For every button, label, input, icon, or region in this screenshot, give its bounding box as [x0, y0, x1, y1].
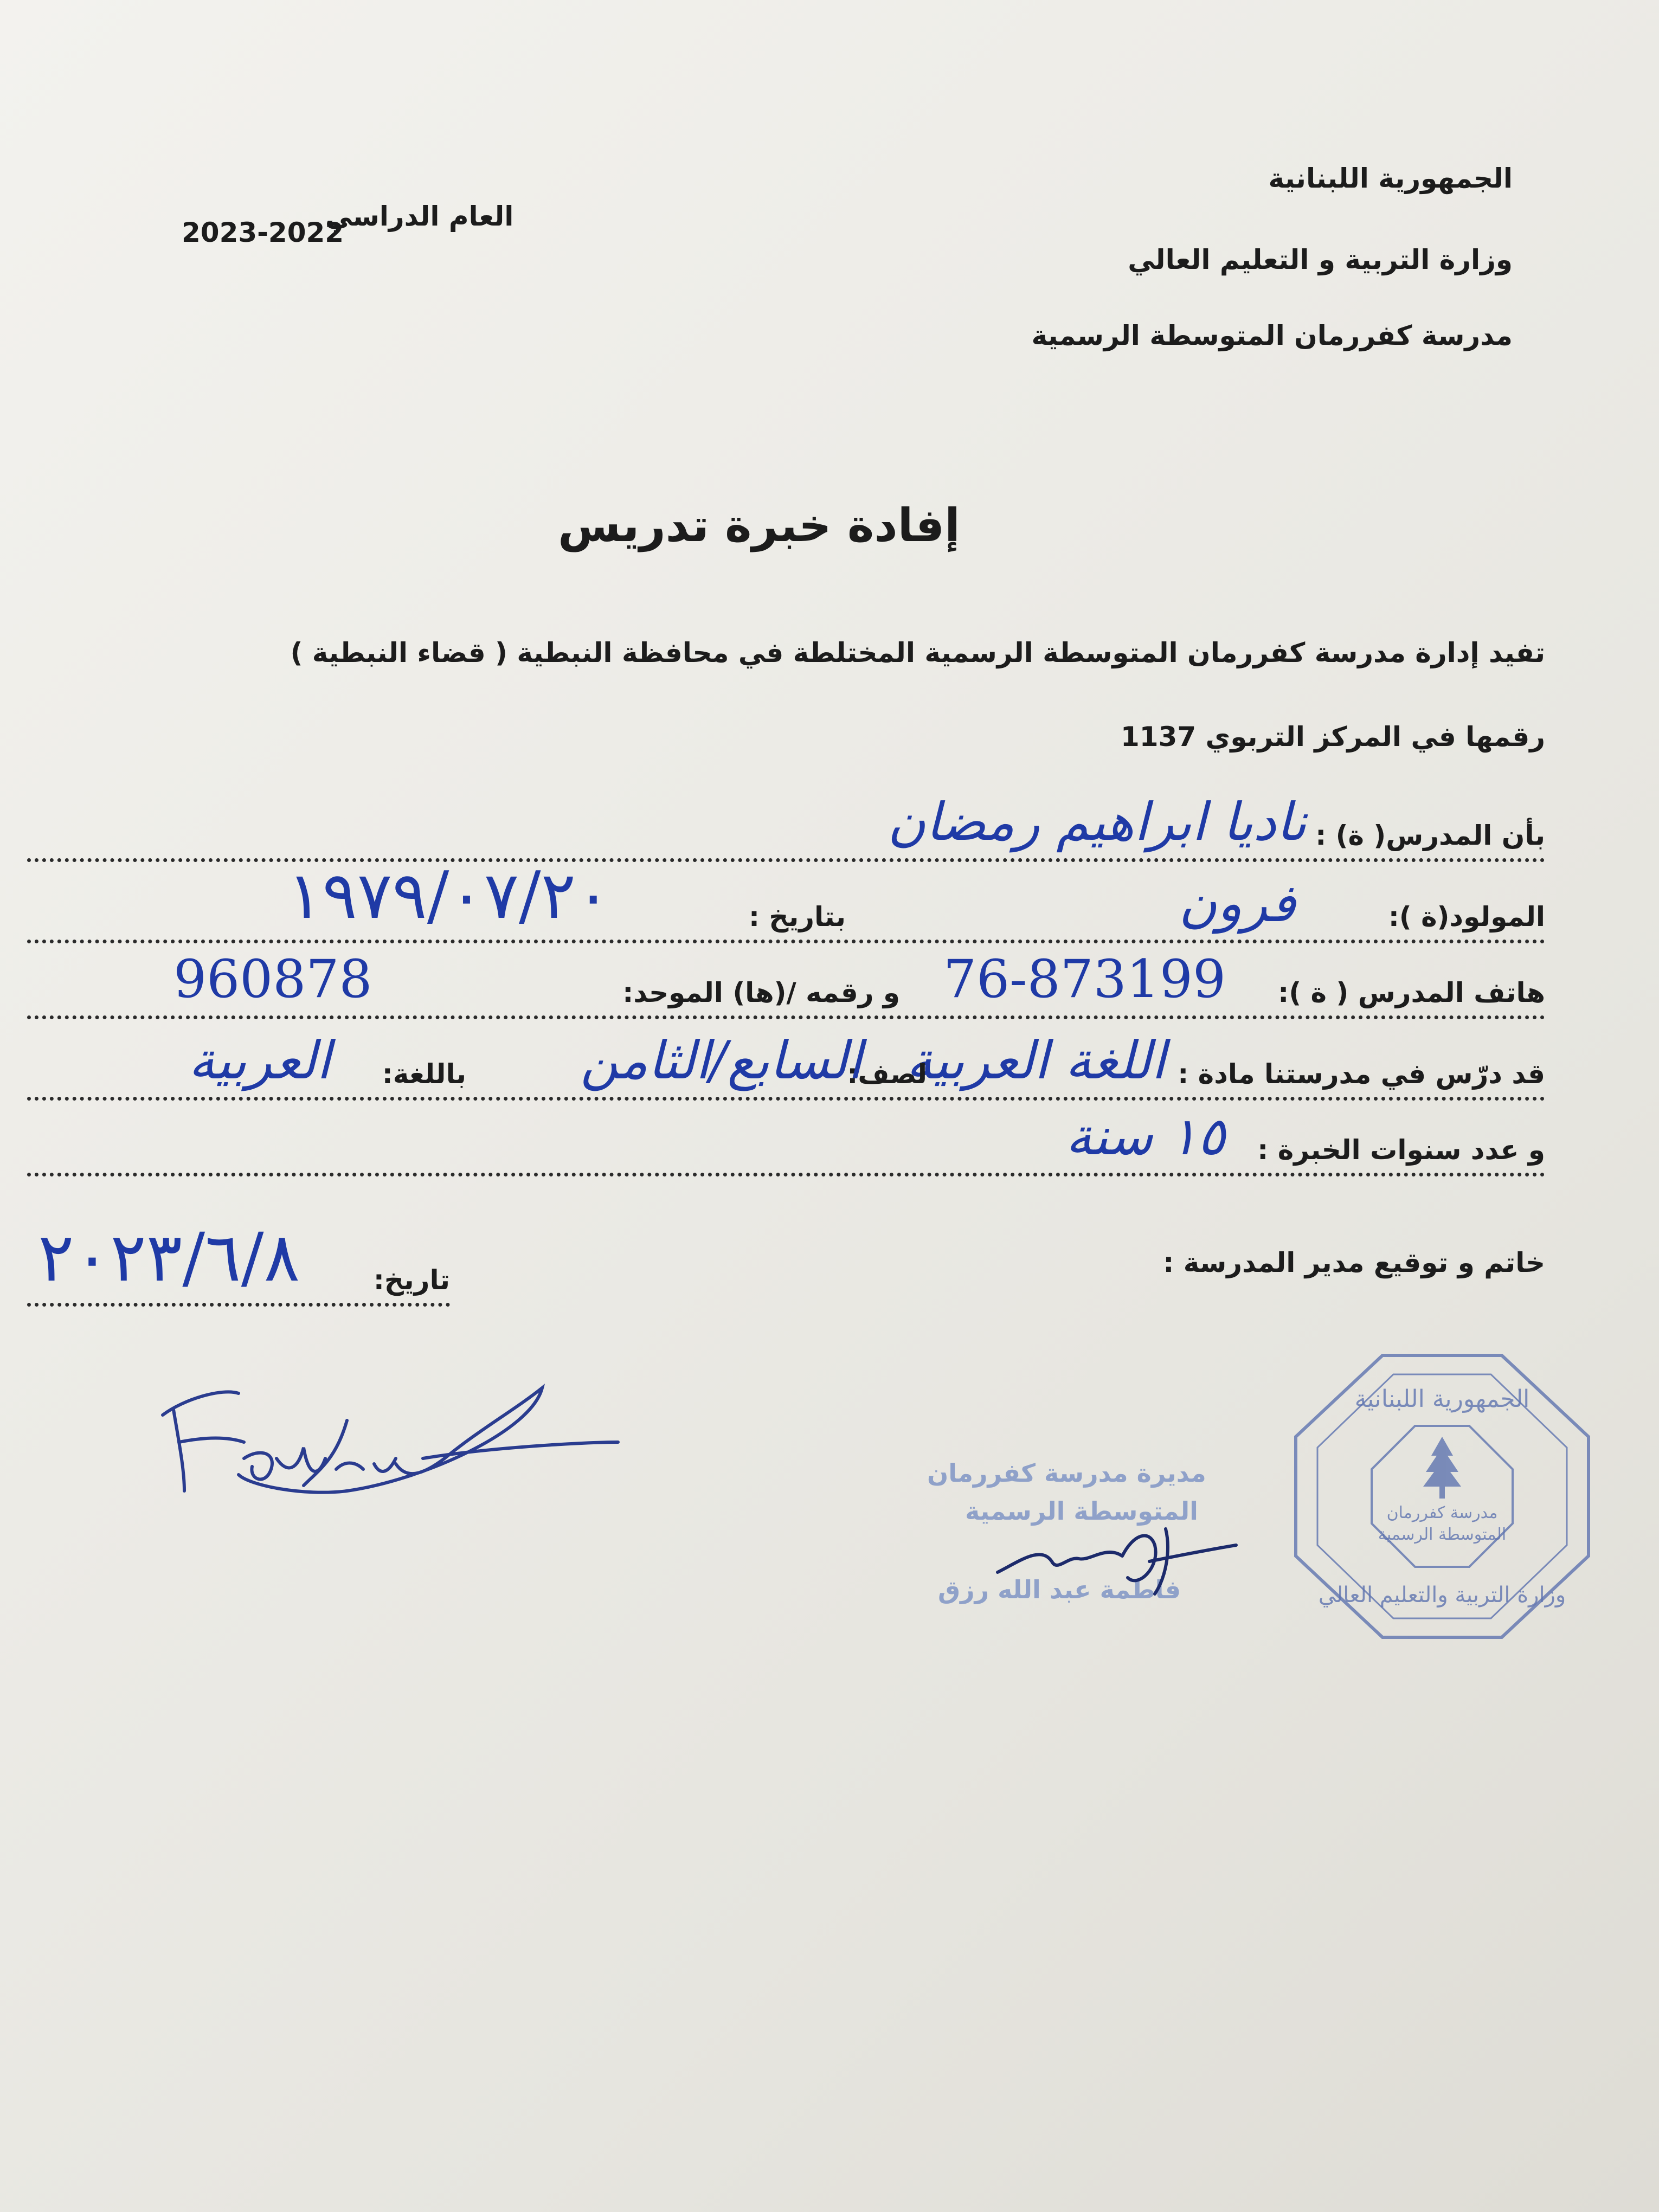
svg-text:الجمهورية اللبنانية: الجمهورية اللبنانية — [1354, 1385, 1530, 1413]
teacher-row — [27, 792, 1545, 862]
dotted-line — [27, 858, 1545, 862]
intro-line-1: تفيد إدارة مدرسة كفررمان المتوسطة الرسمية المختلطة في محافظة النبطية ( قضاء النبطية ) — [290, 637, 1545, 668]
born-label: المولود(ة ): — [1388, 901, 1545, 933]
teacher-signature — [141, 1350, 629, 1513]
phone-number: 76-873199 — [943, 949, 1226, 1009]
academic-year-value: 2023-2022 — [182, 217, 344, 248]
date-row — [27, 1219, 450, 1307]
principal-stamp-line: المتوسطة الرسمية — [965, 1496, 1198, 1526]
school-seal — [1285, 1345, 1599, 1648]
dotted-line — [27, 940, 1545, 943]
teacher-name: نادیا ابراهیم رمضان — [887, 792, 1307, 852]
class-value: السابع/الثامن — [580, 1030, 862, 1091]
dotted-line — [27, 1303, 450, 1307]
experience-label: و عدد سنوات الخبرة : — [1257, 1134, 1545, 1166]
experience-value: ١٥ سنة — [1065, 1106, 1225, 1167]
unified-number-label: و رقمه /(ها) الموحد: — [622, 977, 900, 1008]
svg-text:وزارة التربية والتعليم العالي: وزارة التربية والتعليم العالي — [1318, 1583, 1566, 1607]
date-label: تاريخ: — [373, 1264, 450, 1296]
birth-row — [27, 858, 1545, 943]
subject-row — [27, 1030, 1545, 1101]
academic-year-label: العام الدراسي — [325, 201, 514, 232]
dotted-line — [27, 1097, 1545, 1101]
header-republic: الجمهورية اللبنانية — [1268, 163, 1513, 194]
signature-label: خاتم و توقيع مدير المدرسة : — [1163, 1247, 1545, 1278]
language-value: العربية — [188, 1030, 331, 1091]
svg-text:المتوسطة الرسمية: المتوسطة الرسمية — [1378, 1525, 1507, 1544]
language-label: باللغة: — [382, 1058, 466, 1090]
principal-stamp-line: فاطمة عبد الله رزق — [938, 1575, 1181, 1604]
date-value: ٢٠٢٣/٦/٨ — [38, 1219, 300, 1297]
class-label: لصف: — [847, 1058, 927, 1090]
header-ministry: وزارة التربية و التعليم العالي — [1128, 244, 1513, 275]
birth-place: فرون — [1179, 873, 1296, 934]
header-school: مدرسة كفررمان المتوسطة الرسمية — [1031, 320, 1513, 351]
phone-label: هاتف المدرس ( ة ): — [1278, 977, 1545, 1008]
birth-date-label: بتاريخ : — [749, 901, 846, 933]
subject-label: قد درّس في مدرستنا مادة : — [1178, 1058, 1545, 1090]
principal-stamp-line: مديرة مدرسة كفررمان — [927, 1458, 1206, 1488]
experience-row — [27, 1106, 1545, 1176]
svg-text:مدرسة كفررمان: مدرسة كفررمان — [1386, 1503, 1498, 1522]
phone-row — [27, 949, 1545, 1019]
teacher-label: بأن المدرس( ة) : — [1315, 820, 1545, 851]
document-title: إفادة خبرة تدريس — [558, 499, 960, 552]
intro-line-2: رقمها في المركز التربوي 1137 — [1120, 721, 1545, 753]
principal-signature — [987, 1513, 1247, 1599]
birth-date: ١٩٧٩/٠٧/٢٠ — [287, 858, 611, 934]
subject-value: اللغة العربية — [906, 1030, 1166, 1091]
dotted-line — [27, 1015, 1545, 1019]
unified-number: 960878 — [173, 949, 372, 1009]
dotted-line — [27, 1173, 1545, 1176]
